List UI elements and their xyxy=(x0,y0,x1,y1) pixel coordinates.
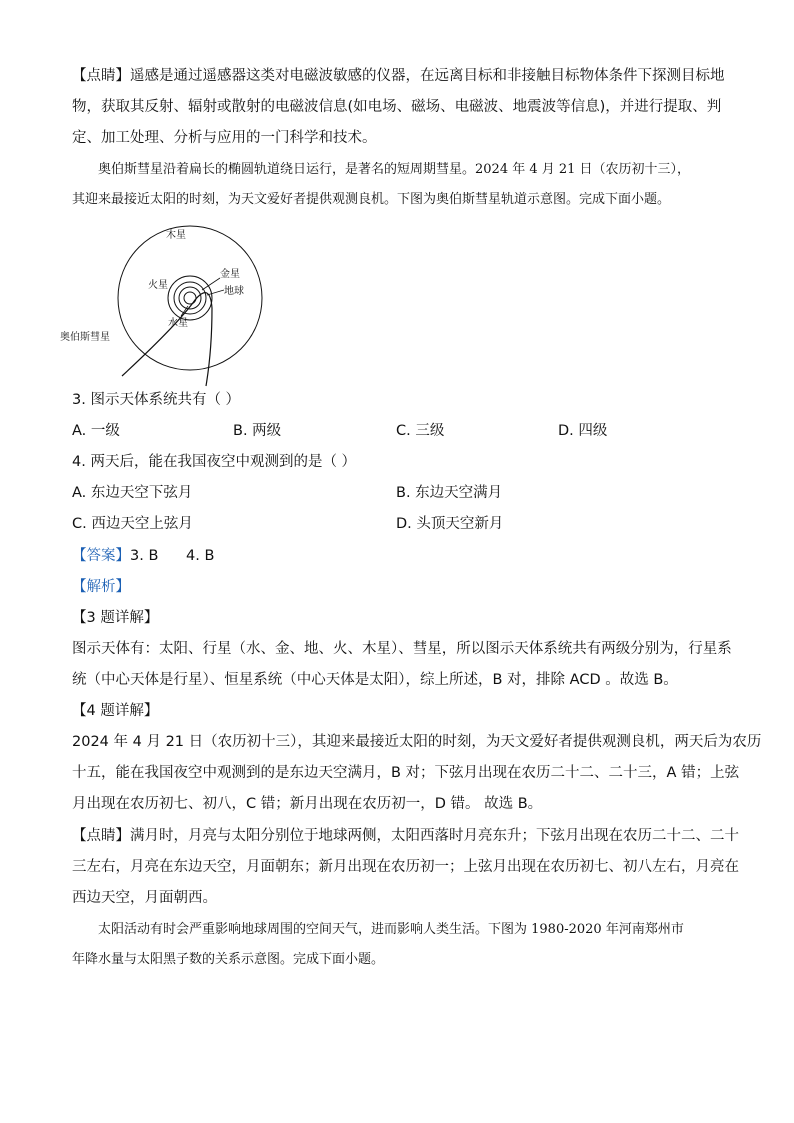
jupiter-label: 木星 xyxy=(166,230,186,241)
answer-value: 3. B 4. B xyxy=(130,548,215,564)
detail4-line2: 十五，能在我国夜空中观测到的是东边天空满月，B 对；下弦月出现在农历二十二、二十三，A 错；上弦 xyxy=(72,765,740,781)
comet-label: 奥伯斯彗星 xyxy=(60,332,110,343)
passage2-line2: 年降水量与太阳黑子数的关系示意图。完成下面小题。 xyxy=(72,952,385,967)
note1-line2: 物，获取其反射、辐射或散射的电磁波信息(如电场、磁场、电磁波、地震波等信息)，并进行提取、判 xyxy=(72,99,722,115)
note2-line1: 【点睛】满月时，月亮与太阳分别位于地球两侧，太阳西落时月亮东升；下弦月出现在农历二十二、二十 xyxy=(72,828,739,844)
earth-pointer xyxy=(207,290,224,295)
q4-option-c: C. 西边天空上弦月 xyxy=(72,516,193,532)
passage2-line1: 太阳活动有时会严重影响地球周围的空间天气，进而影响人类生活。下图为 1980-2020 年河南郑州市 xyxy=(98,922,684,937)
q4-option-b: B. 东边天空满月 xyxy=(396,485,503,501)
detail4-line1: 2024 年 4 月 21 日（农历初十三），其迎来最接近太阳的时刻，为天文爱好者提供观测良机，两天后为农历 xyxy=(72,734,762,750)
note1-line3: 定、加工处理、分析与应用的一门科学和技术。 xyxy=(72,130,377,146)
detail4-label: 【4 题详解】 xyxy=(72,703,159,719)
note1-line1: 【点睛】遥感是通过遥感器这类对电磁波敏感的仪器，在远离目标和非接触目标物体条件下探测目标地 xyxy=(72,68,725,84)
detail4-line3: 月出现在农历初七、初八，C 错；新月出现在农历初一，D 错。 故选 B。 xyxy=(72,796,543,812)
comet-orbit xyxy=(122,293,212,386)
jupiter-orbit xyxy=(118,226,262,370)
venus-pointer xyxy=(202,278,220,290)
note2-line2: 三左右，月亮在东边天空，月面朝东；新月出现在农历初一；上弦月出现在农历初七、初八左右，月亮在 xyxy=(72,859,739,875)
answer-line xyxy=(72,546,214,566)
detail3-label: 【3 题详解】 xyxy=(72,610,159,626)
q3-option-a: A. 一级 xyxy=(72,423,120,439)
comet-orbit-diagram xyxy=(60,218,290,388)
q3-option-d: D. 四级 xyxy=(558,423,608,439)
mars-orbit xyxy=(168,276,212,320)
passage1-line2: 其迎来最接近太阳的时刻，为天文爱好者提供观测良机。下图为奥伯斯彗星轨道示意图。完成下面小题。 xyxy=(72,192,671,207)
mars-label: 火星 xyxy=(148,280,168,291)
mercury-label: 水星 xyxy=(168,318,188,329)
analysis-label: 【解析】 xyxy=(72,579,130,595)
detail3-line1: 图示天体有：太阳、行星（水、金、地、火、木星）、彗星，所以图示天体系统共有两级分别为，行星系 xyxy=(72,641,732,657)
q4-stem: 4. 两天后，能在我国夜空中观测到的是（ ） xyxy=(72,454,357,470)
q3-option-b: B. 两级 xyxy=(233,423,282,439)
mercury-orbit xyxy=(184,292,196,304)
q3-stem: 3. 图示天体系统共有（ ） xyxy=(72,392,241,408)
detail3-line2: 统（中心天体是行星）、恒星系统（中心天体是太阳），综上所述，B 对，排除 ACD 。故选 B。 xyxy=(72,672,678,688)
note2-line3: 西边天空，月面朝西。 xyxy=(72,890,217,906)
answer-label: 【答案】 xyxy=(72,548,130,564)
q4-option-d: D. 头顶天空新月 xyxy=(396,516,504,532)
earth-label: 地球 xyxy=(224,286,244,297)
venus-label: 金星 xyxy=(220,269,240,280)
q4-option-a: A. 东边天空下弦月 xyxy=(72,485,193,501)
passage1-line1: 奥伯斯彗星沿着扁长的椭圆轨道绕日运行，是著名的短周期彗星。2024 年 4 月 21 日（农历初十三）， xyxy=(98,162,691,177)
q3-option-c: C. 三级 xyxy=(396,423,445,439)
